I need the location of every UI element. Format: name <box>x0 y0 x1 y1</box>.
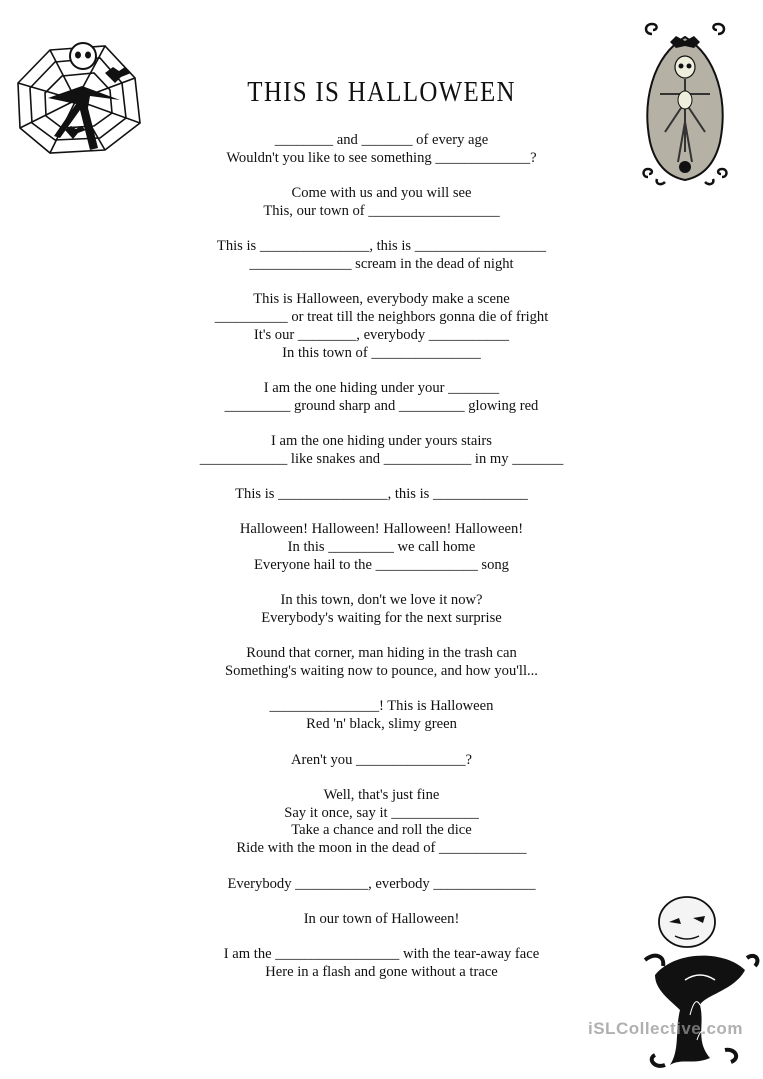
lyric-line: In this town, don't we love it now? <box>280 592 483 608</box>
watermark: iSLCollective.com <box>588 1019 743 1038</box>
lyric-line: Take a chance and roll the dice <box>291 822 472 838</box>
lyric-line: _______________! This is Halloween <box>269 698 494 714</box>
lyric-line: _________ ground sharp and _________ glowing red <box>224 398 539 414</box>
lyric-line: In this _________ we call home <box>287 539 476 555</box>
jack-framed-illustration <box>640 22 730 190</box>
lyric-line: Everybody's waiting for the next surprise <box>261 610 502 626</box>
lyric-line: Say it once, say it ____________ <box>284 805 479 821</box>
lyric-line: Everyone hail to the ______________ song <box>254 557 509 573</box>
lyric-line: Round that corner, man hiding in the trash can <box>246 645 517 661</box>
worksheet-title: THIS IS HALLOWEEN <box>247 76 516 108</box>
lyric-line: __________ or treat till the neighbors gonna die of fright <box>214 309 549 325</box>
lyric-line: This, our town of __________________ <box>263 203 500 219</box>
lyric-line: ________ and _______ of every age <box>274 132 489 148</box>
lyric-line: This is Halloween, everybody make a scene <box>253 291 510 307</box>
lyric-line: Everybody __________, everbody ______________ <box>227 876 536 892</box>
lyric-line: This is _______________, this is __________________ <box>216 238 547 254</box>
lyric-line: ______________ scream in the dead of night <box>249 256 514 272</box>
lyric-line: I am the one hiding under your _______ <box>263 380 500 396</box>
lyric-line: Halloween! Halloween! Halloween! Halloween! <box>239 521 524 537</box>
lyric-line: Wouldn't you like to see something _____________? <box>226 150 537 166</box>
lyric-line: I am the _________________ with the tear-away face <box>223 946 540 962</box>
lyric-line: Something's waiting now to pounce, and how you'll... <box>225 663 538 679</box>
jack-twisted-illustration <box>635 880 760 1075</box>
lyric-line: In this town of _______________ <box>282 345 481 361</box>
jack-spiderweb-illustration <box>10 38 145 158</box>
lyric-line: ____________ like snakes and ____________ in my _______ <box>199 451 564 467</box>
lyric-line: Come with us and you will see <box>291 185 472 201</box>
lyric-line: In our town of Halloween! <box>303 911 460 927</box>
lyric-line: I am the one hiding under yours stairs <box>271 433 492 449</box>
lyric-line: This is _______________, this is _____________ <box>235 486 528 502</box>
lyric-line: Well, that's just fine <box>323 787 440 803</box>
lyric-line: It's our ________, everybody ___________ <box>253 327 510 343</box>
lyric-line: Red 'n' black, slimy green <box>306 716 457 732</box>
lyric-line: Here in a flash and gone without a trace <box>265 964 498 980</box>
lyric-line: Ride with the moon in the dead of ____________ <box>236 840 527 856</box>
lyric-line: Aren't you _______________? <box>291 752 472 768</box>
